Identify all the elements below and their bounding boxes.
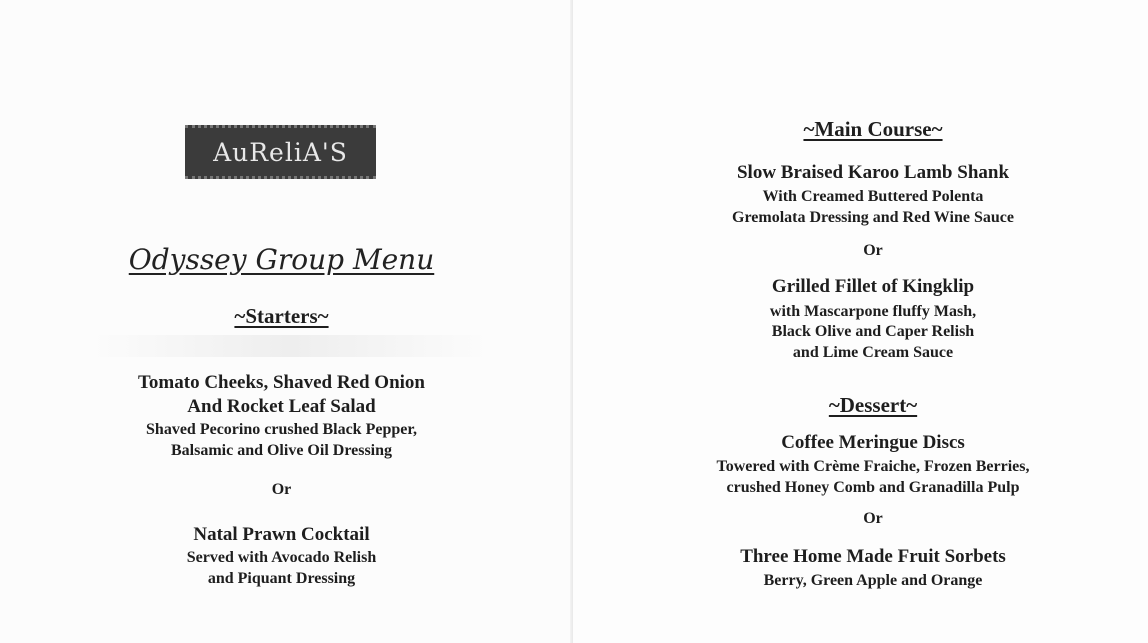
main2-desc-line1: with Mascarpone fluffy Mash, bbox=[769, 303, 977, 320]
starter1-name-line2: And Rocket Leaf Salad bbox=[187, 396, 376, 417]
main2-desc-line3: and Lime Cream Sauce bbox=[792, 344, 954, 361]
logo-text: AuReliA'S bbox=[213, 137, 348, 167]
main2-desc-line2: Black Olive and Caper Relish bbox=[771, 323, 975, 340]
main1-desc-line2: Gremolata Dressing and Red Wine Sauce bbox=[732, 209, 1014, 226]
right-page bbox=[573, 0, 1148, 643]
dessert1-name: Coffee Meringue Discs bbox=[781, 432, 965, 453]
dessert1-desc-line1: Towered with Crème Fraiche, Frozen Berries, bbox=[716, 458, 1030, 475]
main-course-heading: ~Main Course~ bbox=[803, 117, 943, 141]
dessert-heading: ~Dessert~ bbox=[828, 393, 918, 417]
dessert1-desc-line2: crushed Honey Comb and Granadilla Pulp bbox=[726, 479, 1020, 496]
main1-desc-line1: With Creamed Buttered Polenta bbox=[762, 188, 984, 205]
starter2-name: Natal Prawn Cocktail bbox=[193, 524, 370, 545]
starter1-desc-line2: Balsamic and Olive Oil Dressing bbox=[170, 442, 393, 459]
starters-heading: ~Starters~ bbox=[234, 304, 329, 328]
dessert2-desc-line1: Berry, Green Apple and Orange bbox=[763, 572, 983, 589]
or-label-main: Or bbox=[863, 242, 883, 259]
main1-name: Slow Braised Karoo Lamb Shank bbox=[736, 162, 1010, 183]
or-label-dessert: Or bbox=[863, 510, 883, 527]
paper-smudge bbox=[90, 335, 490, 357]
starter1-name-line1: Tomato Cheeks, Shaved Red Onion bbox=[138, 372, 425, 393]
starter2-desc-line2: and Piquant Dressing bbox=[207, 570, 356, 587]
or-label: Or bbox=[271, 481, 292, 498]
main2-name: Grilled Fillet of Kingklip bbox=[771, 276, 975, 297]
left-page bbox=[0, 0, 573, 643]
starter2-desc-line1: Served with Avocado Relish bbox=[186, 549, 377, 566]
restaurant-logo bbox=[185, 125, 376, 179]
menu-title: Odyssey Group Menu bbox=[128, 243, 435, 276]
dessert2-name: Three Home Made Fruit Sorbets bbox=[740, 546, 1006, 567]
starter1-desc-line1: Shaved Pecorino crushed Black Pepper, bbox=[146, 421, 417, 438]
